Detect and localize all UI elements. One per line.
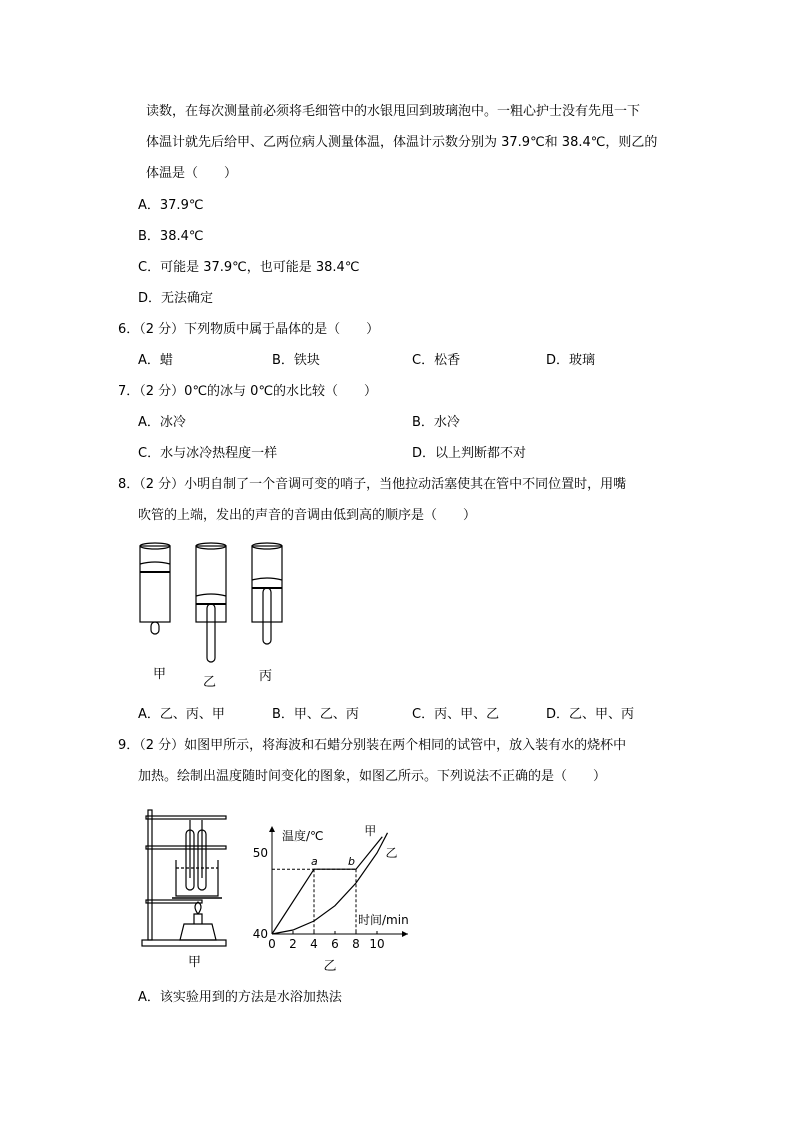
q8-text-line2: 吹管的上端，发出的声音的音调由低到高的顺序是（ ）: [138, 508, 477, 523]
q5-text-line1: 读数，在每次测量前必须将毛细管中的水银甩回到玻璃泡中。一粗心护士没有先甩一下: [146, 104, 641, 119]
q7-option-c: C．水与冰冷热程度一样: [138, 446, 278, 461]
q9-option-a: A．该实验用到的方法是水浴加热法: [138, 990, 342, 1005]
whistle-jia: [140, 543, 170, 634]
q6-stem: 6．（2 分）下列物质中属于晶体的是（ ）: [118, 322, 380, 337]
series-label-yi: 乙: [385, 845, 398, 860]
q6-option-a: A．蜡: [138, 353, 173, 368]
q5-option-b: B．38.4℃: [138, 229, 204, 244]
q5-option-d: D．无法确定: [138, 291, 214, 306]
q5-text-line2: 体温计就先后给甲、乙两位病人测量体温，体温计示数分别为 37.9℃和 38.4℃，则乙的: [146, 135, 658, 150]
q5-text-line3: 体温是（ ）: [146, 166, 238, 181]
x-axis-arrow: [402, 931, 408, 937]
whistle-yi: [196, 543, 226, 662]
q6-option-b: B．铁块: [272, 353, 320, 368]
q6-option-d: D．玻璃: [546, 353, 596, 368]
alcohol-lamp: [180, 924, 216, 940]
stand-rod: [148, 810, 152, 940]
q5-option-c: C．可能是 37.9℃，也可能是 38.4℃: [138, 260, 360, 275]
y-axis-arrow: [269, 826, 275, 832]
q8-option-b: B．甲、乙、丙: [272, 707, 359, 722]
water-bath-apparatus: [138, 808, 238, 948]
point-label-b: b: [348, 855, 355, 869]
q8-text-line1: 8．（2 分）小明自制了一个音调可变的哨子，当他拉动活塞使其在管中不同位置时，用嘴: [118, 477, 627, 492]
chart-figure-label: 乙: [323, 959, 337, 974]
apparatus-label: 甲: [188, 955, 202, 970]
x-tick-label: 10: [369, 937, 385, 951]
q7-stem: 7．（2 分）0℃的冰与 0℃的水比较（ ）: [118, 384, 378, 399]
x-tick-label: 4: [310, 937, 318, 951]
q8-option-a: A．乙、丙、甲: [138, 707, 225, 722]
q7-option-a: A．冰冷: [138, 415, 186, 430]
x-tick-label: 8: [352, 937, 360, 951]
y-axis-label: 温度/℃: [282, 829, 324, 843]
whistle-label-bing: 丙: [259, 669, 273, 684]
temperature-time-chart: [250, 820, 420, 974]
x-axis-label: 时间/min: [358, 913, 409, 927]
q9-text-line1: 9．（2 分）如图甲所示，将海波和石蜡分别装在两个相同的试管中，放入装有水的烧杯中: [118, 738, 627, 753]
series-label-jia: 甲: [364, 823, 377, 838]
point-label-a: a: [311, 855, 318, 869]
q8-option-d: D．乙、甲、丙: [546, 707, 635, 722]
whistle-label-yi: 乙: [203, 675, 217, 690]
y-tick-label: 50: [252, 846, 268, 860]
upper-clamp: [146, 816, 226, 819]
x-tick-label: 6: [331, 937, 339, 951]
q8-option-c: C．丙、甲、乙: [412, 707, 500, 722]
stand-base: [142, 940, 226, 946]
ring-support: [146, 900, 202, 903]
whistle-label-jia: 甲: [153, 667, 167, 682]
q5-option-a: A．37.9℃: [138, 198, 204, 213]
q7-option-d: D．以上判断都不对: [412, 446, 527, 461]
y-tick-label: 40: [252, 927, 268, 941]
x-tick-label: 2: [289, 937, 297, 951]
q6-option-c: C．松香: [412, 353, 461, 368]
whistle-bing: [252, 543, 282, 644]
q7-option-b: B．水冷: [412, 415, 460, 430]
beaker: [176, 860, 218, 896]
q9-text-line2: 加热。绘制出温度随时间变化的图象，如图乙所示。下列说法不正确的是（ ）: [138, 769, 607, 784]
x-tick-label: 0: [268, 937, 276, 951]
